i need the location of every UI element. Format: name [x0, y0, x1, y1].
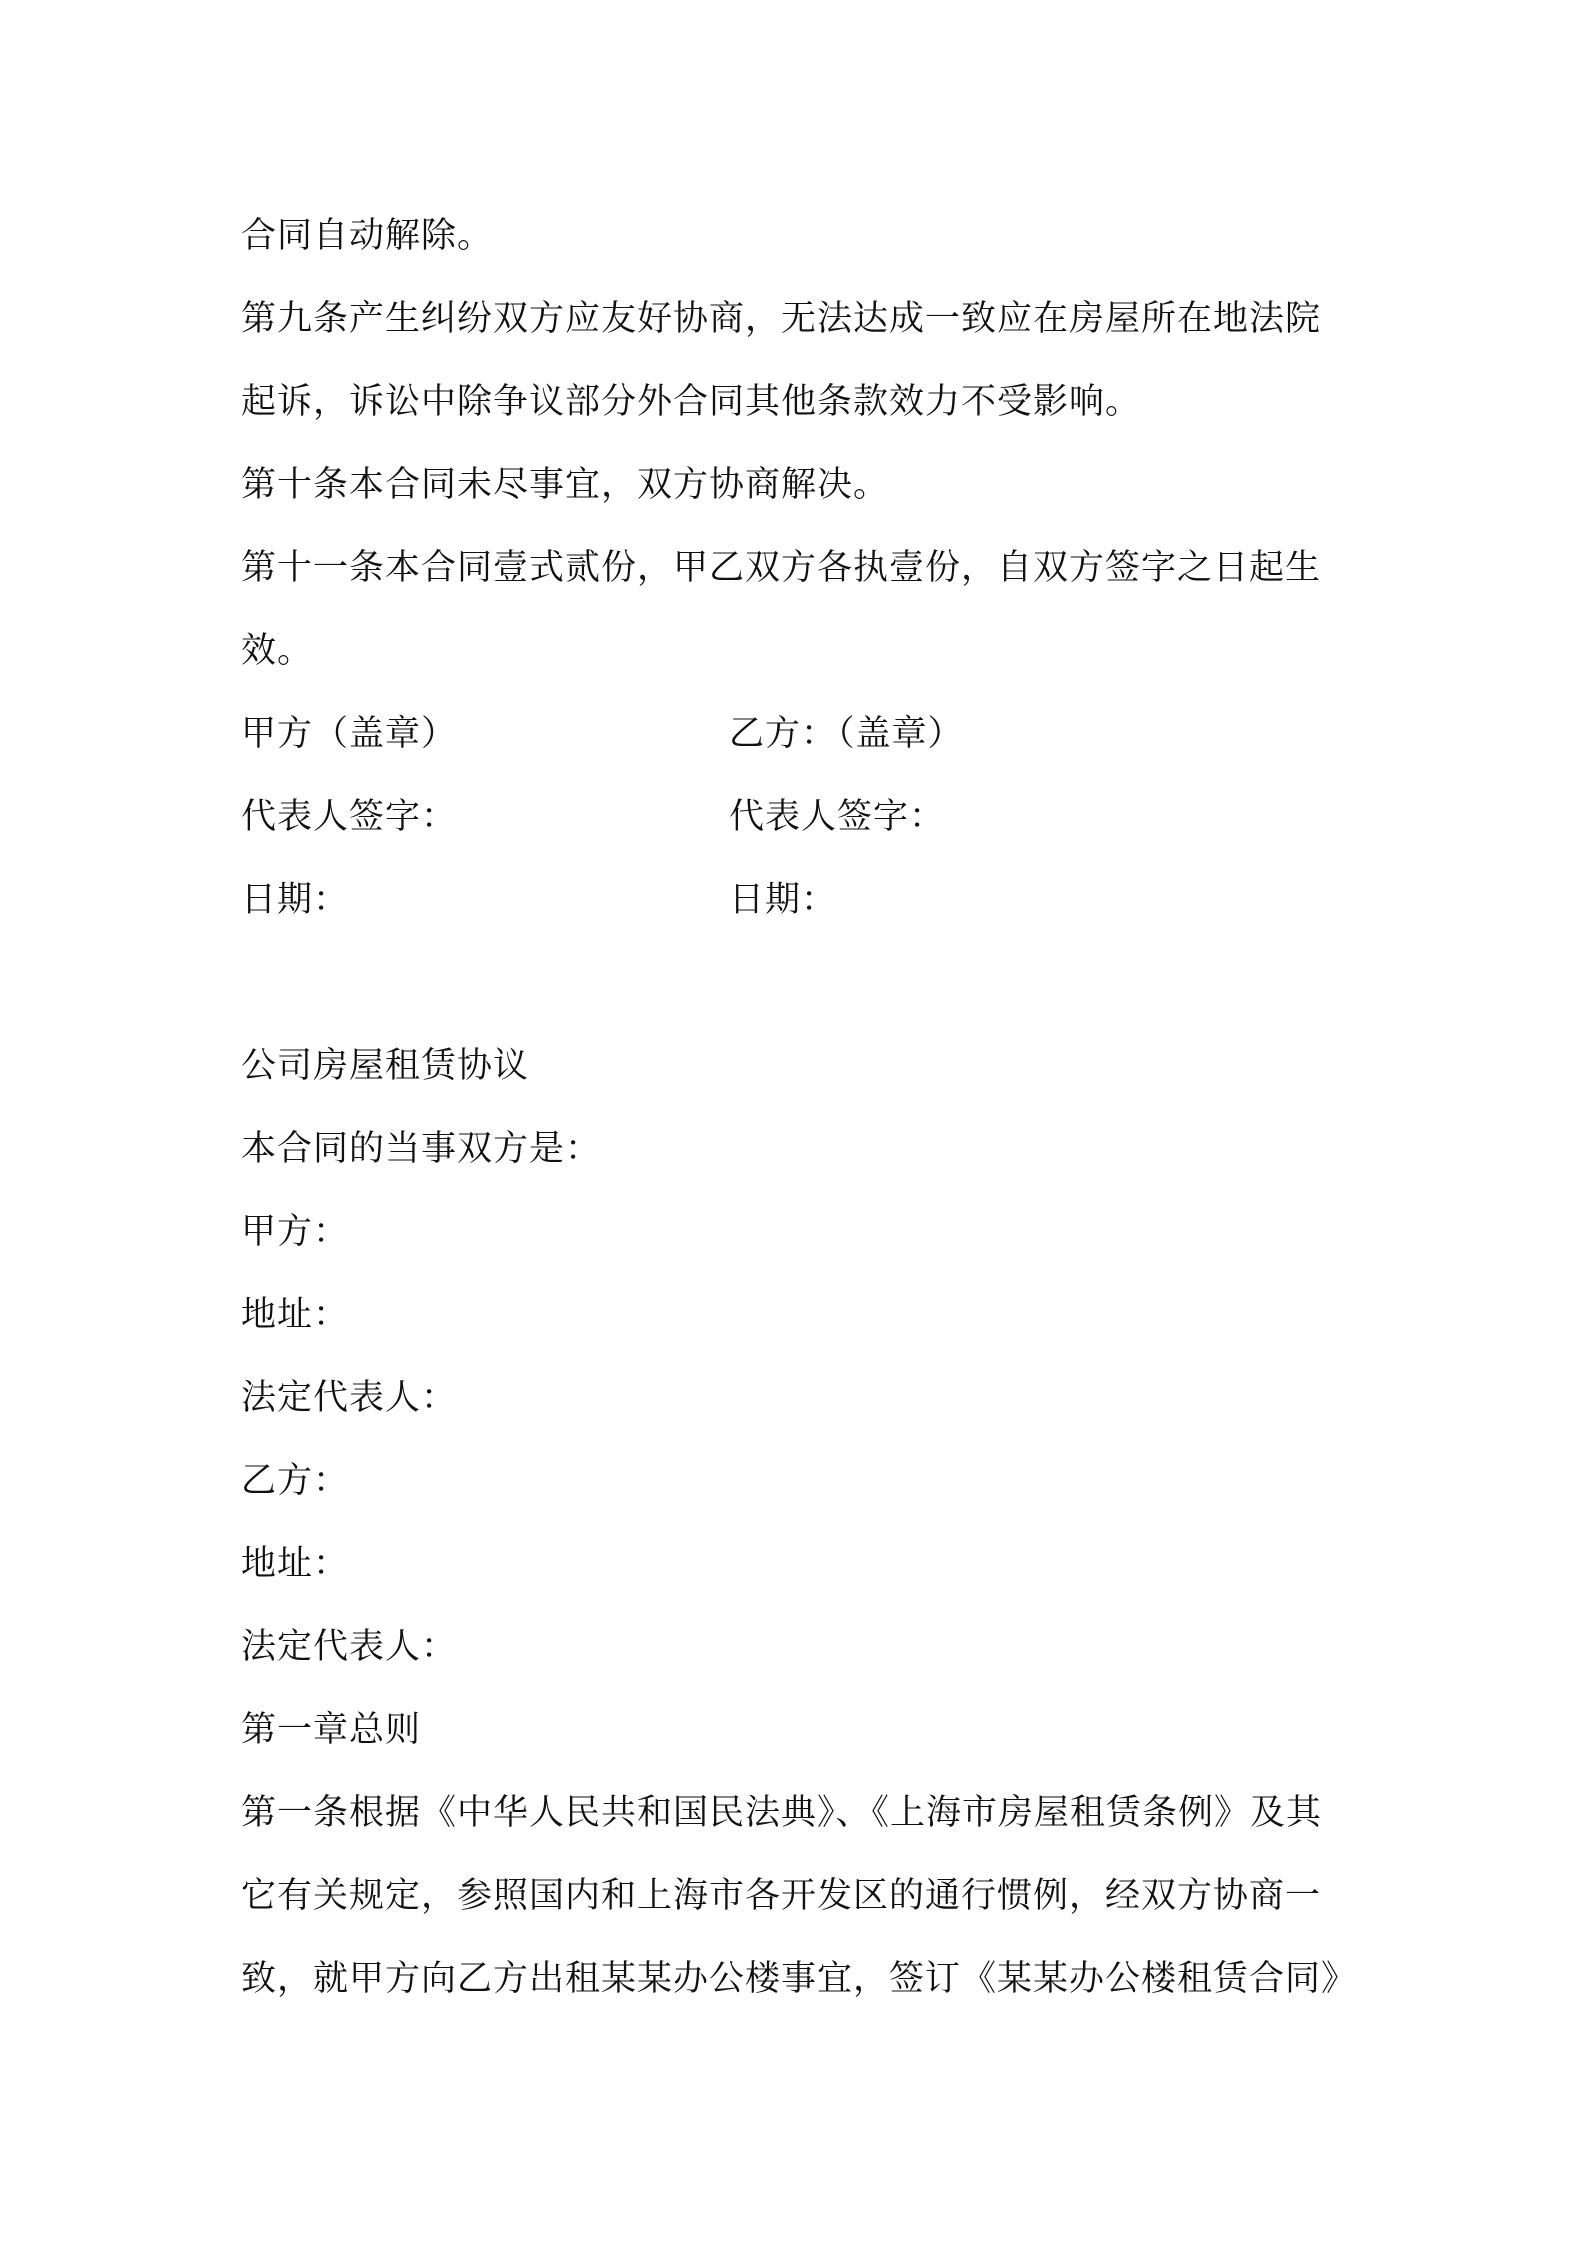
- document-body: [241, 195, 1361, 2021]
- party-b-label: 乙方：: [241, 1461, 350, 1501]
- party-a-date: 日期：: [241, 880, 350, 920]
- party-a-legal-rep-label: 法定代表人：: [241, 1378, 458, 1418]
- party-a-representative: 代表人签字：: [241, 797, 458, 837]
- parties-intro: 本合同的当事双方是：: [241, 1129, 602, 1169]
- article-1-line-2: 它有关规定，参照国内和上海市各开发区的通行惯例，经双方协商一: [241, 1876, 1322, 1916]
- article-1-line-1: 第一条根据《中华人民共和国民法典》、《上海市房屋租赁条例》及其: [241, 1793, 1323, 1833]
- party-b-date: 日期：: [729, 880, 838, 920]
- article-1-line-3: 致，就甲方向乙方出租某某办公楼事宜，签订《某某办公楼租赁合同》: [241, 1959, 1358, 1999]
- party-a-label: 甲方：: [241, 1212, 350, 1252]
- party-a-seal: 甲方（盖章）: [241, 714, 458, 754]
- clause-text: 合同自动解除。: [241, 216, 494, 256]
- clause-11-line-2: 效。: [241, 631, 314, 671]
- clause-11-line-1: 第十一条本合同壹式贰份，甲乙双方各执壹份，自双方签字之日起生: [241, 548, 1322, 588]
- signature-row-date: [241, 859, 1361, 942]
- agreement-title: 公司房屋租赁协议: [241, 1046, 530, 1086]
- section-gap: [241, 942, 1361, 1025]
- clause-9-line-2: 起诉，诉讼中除争议部分外合同其他条款效力不受影响。: [241, 382, 1142, 422]
- clause-10: 第十条本合同未尽事宜，双方协商解决。: [241, 465, 890, 505]
- party-b-seal: 乙方：（盖章）: [729, 714, 964, 754]
- party-b-representative: 代表人签字：: [729, 797, 946, 837]
- clause-9-line-1: 第九条产生纠纷双方应友好协商，无法达成一致应在房屋所在地法院: [241, 299, 1322, 339]
- signature-row-representative: [241, 776, 1361, 859]
- signature-row-seal: [241, 693, 1361, 776]
- chapter-heading: 第一章总则: [241, 1710, 422, 1750]
- party-a-address-label: 地址：: [241, 1295, 350, 1335]
- party-b-address-label: 地址：: [241, 1544, 350, 1584]
- party-b-legal-rep-label: 法定代表人：: [241, 1627, 458, 1667]
